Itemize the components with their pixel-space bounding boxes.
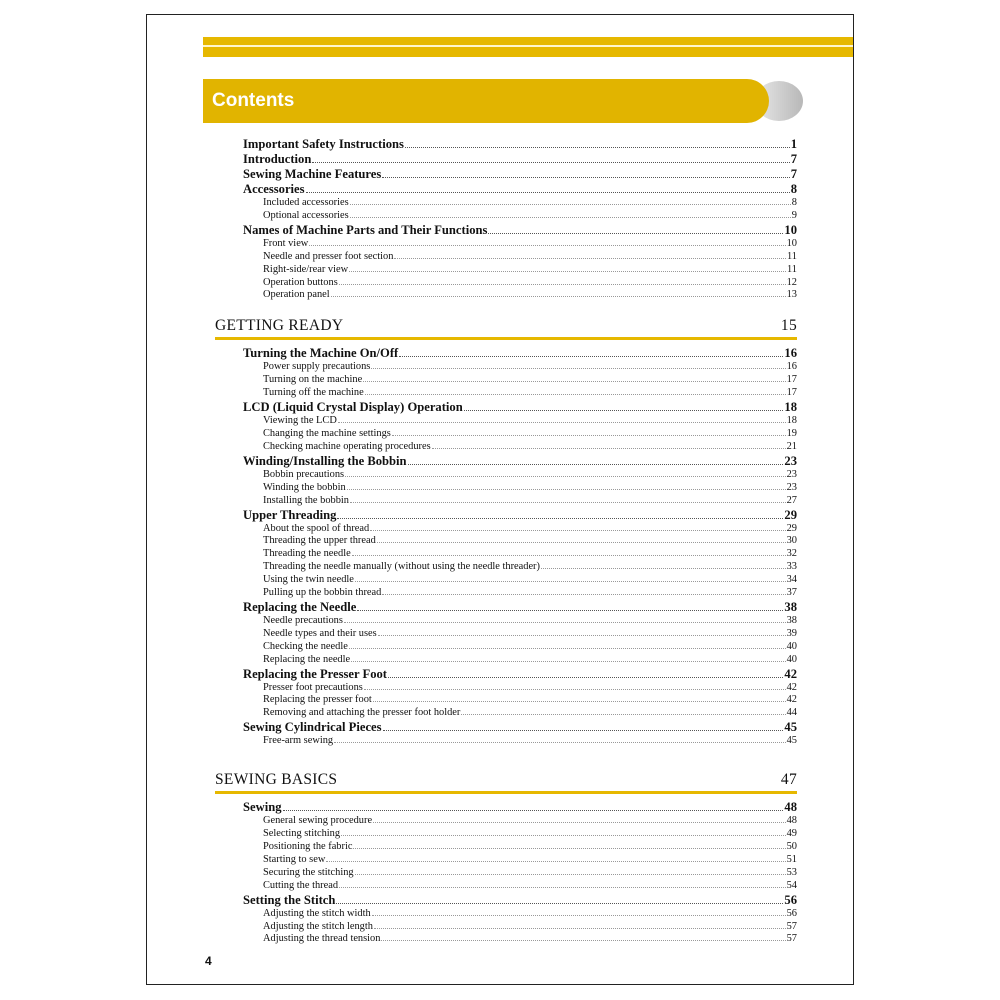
- toc-entry-sub[interactable]: [215, 908, 797, 921]
- toc-entry-page: 42: [784, 666, 797, 681]
- toc-entry-page: 27: [786, 494, 797, 506]
- toc-entry-sub[interactable]: [215, 815, 797, 828]
- toc-entry-title: Operation buttons: [263, 276, 338, 288]
- toc-entry-sub[interactable]: [215, 880, 797, 893]
- dot-leader: [378, 635, 786, 636]
- dot-leader: [351, 661, 785, 662]
- toc-entry-page: 32: [786, 548, 797, 560]
- dot-leader: [370, 530, 785, 531]
- toc-entry-page: 33: [786, 561, 797, 573]
- toc-entry-page: 40: [786, 653, 797, 665]
- toc-entry-title: Threading the upper thread: [263, 535, 376, 547]
- page-title: Contents: [212, 90, 295, 111]
- toc-entry-sub[interactable]: [215, 933, 797, 946]
- dot-leader: [365, 394, 786, 395]
- section-title: GETTING READY: [215, 317, 344, 335]
- toc-entry-sub[interactable]: [215, 615, 797, 628]
- toc-entry-page: 17: [786, 387, 797, 399]
- toc-entry-sub[interactable]: [215, 841, 797, 854]
- dot-leader: [364, 689, 786, 690]
- toc-entry-page: 16: [784, 346, 797, 361]
- toc-entry-page: 50: [786, 841, 797, 852]
- toc-entry-title: Operation panel: [263, 289, 330, 301]
- dot-leader: [432, 448, 786, 449]
- toc-entry-sub[interactable]: [215, 210, 797, 223]
- dot-leader: [352, 555, 786, 556]
- toc-entry-title: Sewing Machine Features: [243, 167, 382, 181]
- toc-entry-page: 23: [786, 468, 797, 480]
- toc-entry-title: Adjusting the thread tension: [263, 933, 381, 945]
- dot-leader: [357, 610, 783, 611]
- toc-entry-title: Upper Threading: [243, 507, 337, 522]
- section-page: 47: [780, 771, 797, 789]
- dot-leader: [339, 887, 786, 888]
- toc-entry-title: Setting the Stitch: [243, 892, 336, 907]
- dot-leader: [388, 677, 783, 678]
- toc-entry-title: Starting to sew: [263, 853, 326, 865]
- toc-entry-page: 42: [786, 694, 797, 706]
- toc-entry-title: Using the twin needle: [263, 574, 354, 586]
- toc-entry-sub[interactable]: [215, 441, 797, 454]
- dot-leader: [338, 422, 786, 423]
- toc-entry-sub[interactable]: [215, 548, 797, 561]
- contents-title-banner: [203, 79, 769, 123]
- toc-entry-title: Changing the machine settings: [263, 427, 391, 439]
- toc-entry-sub[interactable]: [215, 374, 797, 387]
- toc-entry-title: Adjusting the stitch length: [263, 920, 373, 932]
- toc-entry-page: 13: [786, 289, 797, 301]
- toc-entry-page: 40: [786, 640, 797, 652]
- toc-entry-title: Installing the bobbin: [263, 494, 350, 506]
- toc-entry-sub[interactable]: [215, 828, 797, 841]
- dot-leader: [339, 284, 786, 285]
- toc-entry-page: 29: [784, 507, 797, 522]
- toc-entry-sub[interactable]: [215, 428, 797, 441]
- toc-entry-title: Viewing the LCD: [263, 415, 337, 427]
- toc-entry-page: 8: [791, 197, 797, 208]
- toc-entry-page: 17: [786, 374, 797, 386]
- toc-entry-page: 53: [786, 866, 797, 878]
- toc-entry-page: 38: [784, 599, 797, 614]
- toc-entry-title: Names of Machine Parts and Their Functions: [243, 222, 488, 237]
- toc-entry-page: 10: [784, 222, 797, 237]
- toc-entry-title: General sewing procedure: [263, 815, 373, 827]
- dot-leader: [372, 915, 786, 916]
- toc-entry-sub[interactable]: [215, 654, 797, 667]
- toc-entry-title: Securing the stitching: [263, 866, 354, 878]
- toc-entry-page: 45: [786, 735, 797, 747]
- toc-entry-page: 56: [784, 892, 797, 907]
- toc-entry-main[interactable]: [215, 400, 797, 415]
- toc-entry-page: 8: [790, 182, 797, 196]
- toc-entry-sub[interactable]: [215, 867, 797, 880]
- dot-leader: [349, 271, 786, 272]
- toc-entry-main[interactable]: [215, 600, 797, 615]
- toc-entry-page: 48: [784, 800, 797, 815]
- toc-entry-page: 23: [784, 453, 797, 468]
- toc-entry-page: 7: [790, 167, 797, 181]
- toc-entry-sub[interactable]: [215, 523, 797, 536]
- toc-entry-page: 48: [786, 815, 797, 827]
- dot-leader: [355, 874, 786, 875]
- toc-entry-sub[interactable]: [215, 277, 797, 290]
- dot-leader: [382, 594, 785, 595]
- toc-entry-page: 34: [786, 574, 797, 586]
- dot-leader: [405, 147, 790, 148]
- toc-entry-page: 21: [786, 440, 797, 452]
- toc-entry-sub[interactable]: [215, 682, 797, 695]
- toc-entry-page: 9: [791, 209, 797, 221]
- toc-entry-sub[interactable]: [215, 415, 797, 428]
- toc-entry-page: 57: [786, 920, 797, 932]
- page-number: 4: [205, 954, 212, 968]
- toc-entry-page: 18: [784, 400, 797, 415]
- toc-entry-title: Removing and attaching the presser foot holder: [263, 707, 461, 719]
- toc-entry-page: 51: [786, 853, 797, 865]
- table-of-contents: [215, 137, 797, 946]
- toc-entry-page: 37: [786, 587, 797, 599]
- toc-entry-title: LCD (Liquid Crystal Display) Operation: [243, 400, 463, 415]
- toc-entry-sub[interactable]: [215, 289, 797, 302]
- dot-leader: [347, 489, 786, 490]
- toc-entry-title: Front view: [263, 237, 309, 249]
- toc-entry-title: Free-arm sewing: [263, 735, 334, 747]
- toc-entry-title: Sewing Cylindrical Pieces: [243, 720, 382, 735]
- toc-entry-title: Cutting the thread: [263, 879, 339, 891]
- toc-entry-title: Replacing the Presser Foot: [243, 666, 387, 681]
- toc-entry-title: Accessories: [243, 182, 305, 196]
- toc-entry-title: Adjusting the stitch width: [263, 907, 371, 919]
- toc-entry-sub[interactable]: [215, 197, 797, 210]
- toc-entry-sub[interactable]: [215, 854, 797, 867]
- toc-entry-sub[interactable]: [215, 361, 797, 374]
- toc-entry-page: 7: [790, 152, 797, 166]
- dot-leader: [345, 476, 786, 477]
- toc-entry-sub[interactable]: [215, 251, 797, 264]
- toc-entry-page: 42: [786, 681, 797, 693]
- toc-entry-sub[interactable]: [215, 561, 797, 574]
- toc-entry-title: Optional accessories: [263, 209, 349, 221]
- toc-entry-title: Threading the needle manually (without using the needle threader): [263, 561, 540, 573]
- dot-leader: [349, 648, 786, 649]
- toc-entry-page: 23: [786, 481, 797, 493]
- toc-entry-title: Needle precautions: [263, 614, 343, 626]
- toc-entry-title: Included accessories: [263, 197, 349, 208]
- toc-entry-title: Turning the Machine On/Off: [243, 346, 399, 361]
- dot-leader: [350, 502, 786, 503]
- toc-entry-title: Threading the needle: [263, 548, 351, 560]
- dot-leader: [350, 204, 791, 205]
- toc-entry-title: Replacing the needle: [263, 653, 351, 665]
- toc-entry-title: Winding the bobbin: [263, 481, 346, 493]
- toc-entry-title: Important Safety Instructions: [243, 137, 404, 151]
- toc-entry-page: 49: [786, 828, 797, 840]
- toc-entry-title: Needle types and their uses: [263, 627, 377, 639]
- dot-leader: [373, 822, 786, 823]
- dot-leader: [312, 162, 789, 163]
- toc-entry-sub[interactable]: [215, 587, 797, 600]
- dot-leader: [371, 368, 785, 369]
- toc-entry-sub[interactable]: [215, 238, 797, 251]
- toc-entry-title: Selecting stitching: [263, 828, 341, 840]
- toc-entry-main[interactable]: [215, 667, 797, 682]
- toc-entry-page: 30: [786, 535, 797, 547]
- toc-entry-page: 18: [786, 415, 797, 427]
- toc-entry-title: Checking the needle: [263, 640, 348, 652]
- toc-entry-main[interactable]: [215, 800, 797, 815]
- dot-leader: [337, 518, 783, 519]
- toc-entry-page: 10: [786, 237, 797, 249]
- section-heading[interactable]: [215, 308, 797, 340]
- toc-entry-title: Introduction: [243, 152, 312, 166]
- dot-leader: [334, 742, 785, 743]
- dot-leader: [336, 903, 783, 904]
- dot-leader: [363, 381, 785, 382]
- dot-leader: [350, 217, 791, 218]
- toc-entry-page: 56: [786, 907, 797, 919]
- dot-leader: [399, 356, 783, 357]
- toc-entry-main[interactable]: [215, 182, 797, 197]
- toc-entry-title: Presser foot precautions: [263, 681, 363, 693]
- toc-entry-title: About the spool of thread: [263, 522, 370, 534]
- toc-entry-page: 12: [786, 276, 797, 288]
- toc-entry-title: Right-side/rear view: [263, 263, 349, 275]
- toc-entry-page: 38: [786, 614, 797, 626]
- toc-entry-page: 45: [784, 720, 797, 735]
- toc-entry-title: Turning off the machine: [263, 387, 364, 399]
- toc-entry-title: Positioning the fabric: [263, 841, 353, 852]
- dot-leader: [394, 258, 786, 259]
- section-heading[interactable]: [215, 762, 797, 794]
- dot-leader: [309, 245, 785, 246]
- toc-entry-main[interactable]: [215, 720, 797, 735]
- toc-entry-title: Checking machine operating procedures: [263, 440, 431, 452]
- section-page: 15: [780, 317, 797, 335]
- toc-entry-sub[interactable]: [215, 628, 797, 641]
- toc-entry-sub[interactable]: [215, 735, 797, 748]
- header-stripe: [203, 37, 853, 57]
- dot-leader: [377, 542, 786, 543]
- dot-leader: [326, 861, 785, 862]
- toc-entry-title: Pulling up the bobbin thread: [263, 587, 382, 599]
- dot-leader: [464, 410, 784, 411]
- toc-entry-sub[interactable]: [215, 469, 797, 482]
- toc-entry-sub[interactable]: [215, 707, 797, 720]
- toc-entry-title: Replacing the Needle: [243, 599, 357, 614]
- toc-entry-main[interactable]: [215, 893, 797, 908]
- dot-leader: [488, 233, 783, 234]
- toc-entry-main[interactable]: [215, 167, 797, 182]
- dot-leader: [355, 581, 786, 582]
- dot-leader: [344, 622, 786, 623]
- dot-leader: [341, 835, 786, 836]
- toc-entry-main[interactable]: [215, 223, 797, 238]
- toc-entry-page: 19: [786, 427, 797, 439]
- dot-leader: [392, 435, 786, 436]
- toc-entry-sub[interactable]: [215, 641, 797, 654]
- dot-leader: [306, 192, 790, 193]
- toc-entry-sub[interactable]: [215, 535, 797, 548]
- toc-entry-page: 39: [786, 627, 797, 639]
- dot-leader: [283, 810, 784, 811]
- dot-leader: [541, 568, 786, 569]
- toc-entry-sub[interactable]: [215, 921, 797, 934]
- toc-entry-page: 54: [786, 879, 797, 891]
- toc-entry-page: 11: [786, 263, 797, 275]
- toc-entry-sub[interactable]: [215, 495, 797, 508]
- document-page: [146, 14, 854, 985]
- dot-leader: [353, 848, 785, 849]
- toc-entry-title: Sewing: [243, 800, 282, 815]
- dot-leader: [373, 701, 786, 702]
- toc-entry-title: Bobbin precautions: [263, 468, 345, 480]
- toc-entry-page: 11: [786, 250, 797, 262]
- toc-entry-title: Winding/Installing the Bobbin: [243, 453, 407, 468]
- toc-entry-title: Replacing the presser foot: [263, 694, 372, 706]
- toc-entry-main[interactable]: [215, 152, 797, 167]
- dot-leader: [381, 940, 785, 941]
- dot-leader: [461, 714, 785, 715]
- toc-entry-page: 57: [786, 933, 797, 945]
- toc-entry-sub[interactable]: [215, 694, 797, 707]
- toc-entry-sub[interactable]: [215, 264, 797, 277]
- toc-entry-title: Needle and presser foot section: [263, 250, 394, 262]
- toc-entry-page: 16: [786, 361, 797, 373]
- dot-leader: [374, 928, 786, 929]
- toc-entry-main[interactable]: [215, 454, 797, 469]
- dot-leader: [408, 464, 784, 465]
- toc-entry-sub[interactable]: [215, 574, 797, 587]
- toc-entry-page: 44: [786, 707, 797, 719]
- toc-entry-sub[interactable]: [215, 387, 797, 400]
- toc-entry-page: 1: [790, 137, 797, 151]
- toc-entry-title: Power supply precautions: [263, 361, 371, 373]
- toc-entry-page: 29: [786, 522, 797, 534]
- section-title: SEWING BASICS: [215, 771, 338, 789]
- toc-entry-main[interactable]: [215, 137, 797, 152]
- dot-leader: [383, 730, 784, 731]
- toc-entry-sub[interactable]: [215, 482, 797, 495]
- toc-entry-title: Turning on the machine: [263, 374, 363, 386]
- toc-entry-main[interactable]: [215, 508, 797, 523]
- dot-leader: [331, 296, 786, 297]
- toc-entry-main[interactable]: [215, 346, 797, 361]
- dot-leader: [382, 177, 789, 178]
